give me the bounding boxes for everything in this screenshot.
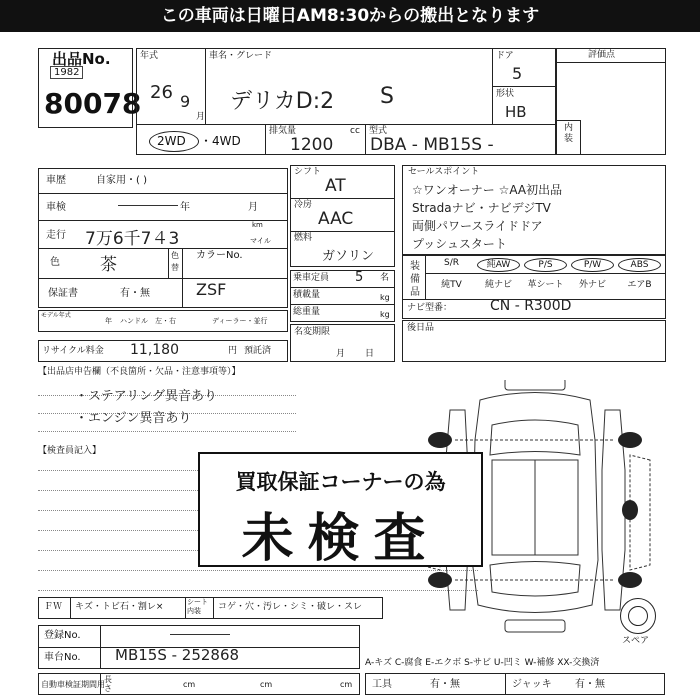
drive-2wd: 2WD [157,134,186,148]
model-year-unit: 年 [105,317,112,325]
notes-label: 【出品店申告欄（不良箇所・欠品・注意事項等）】 [38,367,241,377]
lot-label: 出品No. [52,50,111,68]
displacement-value: 1200 [290,135,334,155]
weight-label: 総重量 [293,307,321,317]
sales-line: Stradaナビ・ナビデジTV [412,201,551,215]
stamp-line1: 買取保証コーナーの為 [235,470,446,494]
name-change-label: 名変期限 [294,327,331,337]
capacity-label: 乗車定員 [293,273,330,283]
recycle-note: 預託済 [244,346,272,356]
recycle-unit: 円 [228,346,238,356]
interior-label: 内装 [564,123,574,144]
inspection-year: 年 [180,202,190,213]
tool-label: 工具 [372,679,392,690]
chassis-label: 車台No. [44,652,81,663]
type-label: 型式 [369,126,388,136]
shape-value: HB [505,103,527,121]
stamp-line2: 未検査 [241,509,440,569]
ac-value: AAC [318,209,354,229]
load-label: 積載量 [293,290,321,300]
cert-label: 自動車検証期間用 [41,680,105,689]
jack-value: 有・無 [575,679,605,690]
mileage-value: 7万6千7４3 [85,229,180,249]
sheet-text: コゲ・穴・汚レ・シミ・破レ・スレ [218,602,363,612]
navi-value: CN - R300D [490,298,572,314]
weight-unit: kg [380,310,390,319]
tool-value: 有・無 [430,679,460,690]
shape-label: 形状 [496,89,515,99]
fuel-value: ガソリン [322,249,375,264]
load-unit: kg [380,293,390,302]
drive-4wd: ・4WD [200,134,241,148]
sales-line: プッシュスタート [412,237,507,251]
mileage-unit-km: km [252,221,263,229]
equipment-item: P/S [524,258,567,272]
month-unit: 月 [196,112,206,122]
equipment-item: 外ナビ [578,280,606,290]
color-value: 茶 [100,255,117,275]
equipment-label: 装備品 [410,261,420,298]
equipment-item: 純ナビ [484,280,512,290]
type-value: DBA - MB15S - [370,135,494,155]
warranty-value: 有・無 [120,288,150,299]
cert-unit: cm [340,680,353,689]
sales-line: 両側パワースライドドア [412,219,543,233]
equipment-item: エアB [627,280,652,290]
displacement-unit: cc [350,126,360,136]
inspector-label: 【検査員記入】 [38,446,102,456]
note-line: ・ステアリング異音あり [75,389,217,404]
handle-value: 左・右 [155,317,176,325]
cert-unit: cm [260,680,273,689]
inspection-month: 月 [248,202,258,213]
color-change-label: 色替 [171,251,179,272]
warranty-label: 保証書 [48,288,78,299]
navi-label: ナビ型番： [407,303,453,313]
sheet-label: シート 内装 [187,598,208,615]
jack-label: ジャッキ [512,679,552,690]
shift-label: シフト [294,167,322,177]
mileage-label: 走行 [46,230,66,241]
history-value: 自家用・( ) [96,175,147,186]
spare-tire-hub-icon [628,606,648,626]
fuel-label: 燃料 [294,233,313,243]
lot-sub: 1982 [50,66,83,79]
fw-text: キズ・トビ石・割レ× [75,602,164,612]
color-label: 色 [50,257,60,268]
equipment-item: 革シート [527,280,564,290]
uninspected-stamp [198,452,483,567]
later-label: 後日品 [407,323,435,333]
year-value: 26 [150,82,173,103]
year-label: 年式 [140,51,159,61]
fw-label: ＦＷ [44,602,63,612]
handle-label: ハンドル [120,317,148,325]
chassis-value: MB15S - 252868 [115,646,240,664]
equipment-item: 純TV [441,280,462,290]
equipment-item: ABS [618,258,661,272]
banner: この車両は日曜日AM8:30からの搬出となります [0,0,700,32]
score-label: 評価点 [588,50,616,60]
capacity-value: 5 [355,270,364,285]
sales-line: ☆ワンオーナー ☆AA初出品 [412,183,563,197]
equipment-item: P/W [571,258,614,272]
recycle-value: 11,180 [130,342,179,358]
equipment-item: 純AW [477,258,520,272]
door-label: ドア [496,51,514,61]
cert-unit: cm [183,680,196,689]
name-change-unit: 月日 [336,349,395,359]
displacement-label: 排気量 [269,126,297,136]
reg-label: 登録No. [44,630,81,641]
later-box [402,320,666,362]
grade-value: S [380,84,394,109]
ac-label: 冷房 [294,200,313,210]
model-value: デリカD:2 [230,89,335,114]
inspection-label: 車検 [46,202,66,213]
color-no-label: カラーNo. [196,250,243,261]
recycle-label: リサイクル料金 [42,346,104,356]
key-legend: A-キズ C-腐食 E-エクボ S-サビ U-凹ミ W-補修 XX-交換済 [365,658,600,668]
door-value: 5 [512,64,523,83]
model-label: 車名・グレード [209,51,273,61]
dealer-label: ディーラー・並行 [212,317,268,325]
history-label: 車歴 [46,175,66,186]
shift-value: AT [325,176,346,196]
sales-label: セールスポイント [408,167,480,177]
spare-label: スペア [622,636,650,646]
cert-text: 長さ [104,675,112,693]
note-line: ・エンジン異音あり [75,411,192,426]
capacity-unit: 名 [380,273,390,283]
month-value: 9 [180,92,191,111]
lot-number: 80078 [44,87,142,120]
mileage-unit-mile: マイル [250,237,271,245]
model-year-label: モデル年式 [41,312,71,319]
color-no-value: ZSF [196,280,227,299]
equipment-item: S/R [444,258,459,268]
